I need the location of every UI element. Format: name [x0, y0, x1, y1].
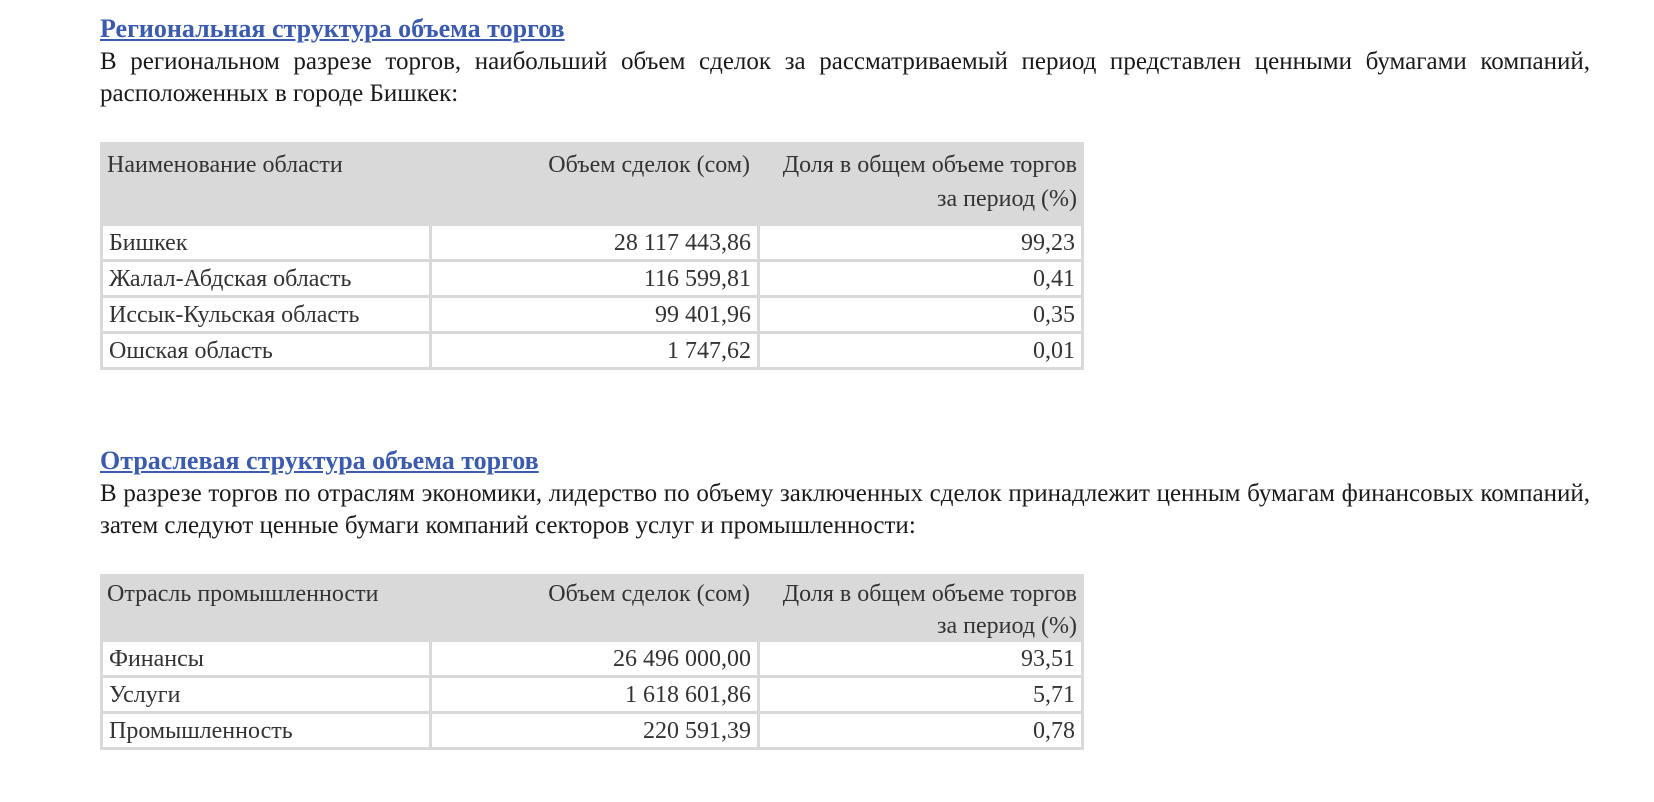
table-row: [100, 298, 1084, 334]
regional-title[interactable]: Региональная структура объема торгов: [100, 14, 565, 43]
trade-share: 0,35: [757, 298, 1084, 334]
column-header-share: Доля в общем объеме торгов за период (%): [757, 142, 1084, 226]
table-row: [100, 334, 1084, 370]
sector-name: Промышленность: [100, 714, 429, 750]
table-row: [100, 678, 1084, 714]
sectoral-table: [100, 574, 1084, 750]
table-row: [100, 714, 1084, 750]
column-header-share: Доля в общем объеме торгов за период (%): [757, 574, 1084, 642]
table-row: [100, 262, 1084, 298]
region-name: Бишкек: [100, 226, 429, 262]
trade-volume: 28 117 443,86: [429, 226, 757, 262]
trade-share: 99,23: [757, 226, 1084, 262]
table-row: [100, 642, 1084, 678]
region-name: Ошская область: [100, 334, 429, 370]
trade-volume: 1 747,62: [429, 334, 757, 370]
trade-volume: 220 591,39: [429, 714, 757, 750]
column-header-region: Наименование области: [100, 142, 429, 226]
column-header-volume: Объем сделок (сом): [429, 142, 757, 226]
trade-volume: 26 496 000,00: [429, 642, 757, 678]
trade-volume: 1 618 601,86: [429, 678, 757, 714]
trade-share: 0,41: [757, 262, 1084, 298]
trade-share: 5,71: [757, 678, 1084, 714]
sector-name: Услуги: [100, 678, 429, 714]
sectoral-section: [100, 446, 1590, 542]
regional-section: [100, 14, 1590, 110]
trade-share: 0,01: [757, 334, 1084, 370]
table-row: [100, 226, 1084, 262]
sectoral-description: В разрезе торгов по отраслям экономики, лидерство по объему заключенных сделок принадлежит ценным бумагам финансовых компаний, затем следуют ценные бумаги компаний секторов услуг и промышленности:: [100, 480, 1590, 539]
trade-share: 93,51: [757, 642, 1084, 678]
regional-table: [100, 142, 1084, 370]
column-header-volume: Объем сделок (сом): [429, 574, 757, 642]
column-header-sector: Отрасль промышленности: [100, 574, 429, 642]
region-name: Жалал-Абдская область: [100, 262, 429, 298]
sector-name: Финансы: [100, 642, 429, 678]
trade-volume: 116 599,81: [429, 262, 757, 298]
sectoral-title[interactable]: Отраслевая структура объема торгов: [100, 446, 539, 475]
region-name: Иссык-Кульская область: [100, 298, 429, 334]
regional-description: В региональном разрезе торгов, наибольший объем сделок за рассматриваемый период представлен ценными бумагами компаний, расположенных в городе Бишкек:: [100, 48, 1590, 107]
trade-share: 0,78: [757, 714, 1084, 750]
trade-volume: 99 401,96: [429, 298, 757, 334]
